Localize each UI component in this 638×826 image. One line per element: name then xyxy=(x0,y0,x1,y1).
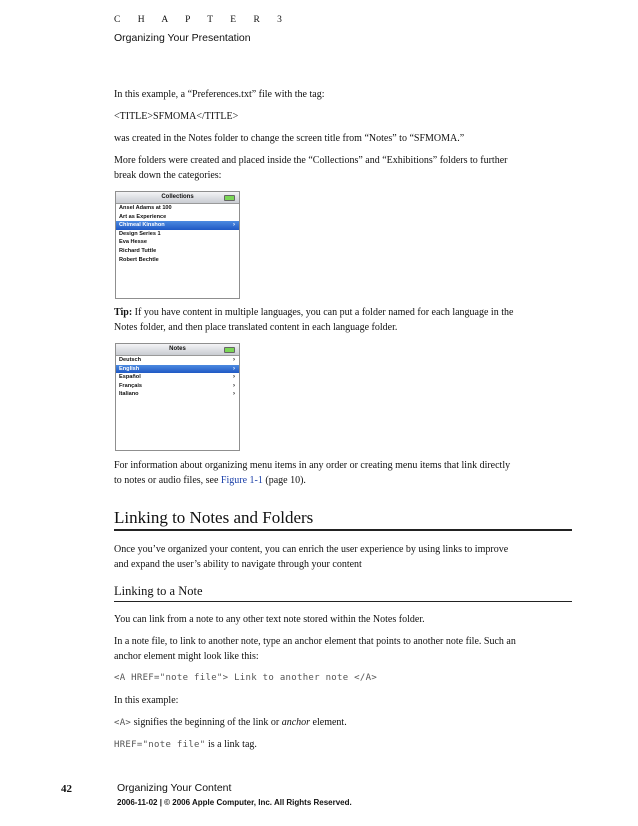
menu-item[interactable] xyxy=(116,204,239,213)
tip-label: Tip: xyxy=(114,307,133,318)
info-line-2 xyxy=(114,473,306,488)
ipod-notes-screen xyxy=(115,343,240,451)
screen-title-bar xyxy=(116,344,239,356)
menu-item-label: English xyxy=(119,365,140,372)
menu-item[interactable] xyxy=(116,221,239,230)
anchor-emphasis: anchor xyxy=(281,717,311,728)
menu-item-label: Richard Tuttle xyxy=(119,247,157,254)
menu-item-label: Español xyxy=(119,374,141,381)
paragraph-more-folders-2: break down the categories: xyxy=(114,170,222,181)
ipod-collections-screen xyxy=(115,191,240,299)
tip-line-1 xyxy=(114,305,513,320)
section-intro-2: and expand the user’s ability to navigate through your content xyxy=(114,559,362,570)
a-tag-end: element. xyxy=(310,717,347,728)
info-text-pre: to notes or audio files, see xyxy=(114,475,221,486)
languages-list xyxy=(116,356,239,399)
chevron-right-icon: › xyxy=(233,222,235,229)
chapter-title: Organizing Your Presentation xyxy=(114,32,251,44)
paragraph-link-note: You can link from a note to any other text note stored within the Notes folder. xyxy=(114,614,425,625)
info-line-1: For information about organizing menu items in any order or creating menu items that link directly xyxy=(114,460,511,471)
menu-item[interactable] xyxy=(116,365,239,374)
menu-item-label: Français xyxy=(119,382,143,389)
menu-item[interactable] xyxy=(116,373,239,382)
chapter-label: C H A P T E R 3 xyxy=(114,15,290,25)
battery-icon xyxy=(224,347,235,353)
paragraph-anchor-2: anchor element might look like this: xyxy=(114,651,259,662)
menu-item[interactable] xyxy=(116,238,239,247)
screen-title: Collections xyxy=(161,194,194,200)
subsection-heading: Linking to a Note xyxy=(114,584,203,598)
collections-list xyxy=(116,204,239,264)
paragraph-intro: In this example, a “Preferences.txt” file with the tag: xyxy=(114,89,325,100)
chevron-right-icon: › xyxy=(233,382,235,389)
chevron-right-icon: › xyxy=(233,391,235,398)
subsection-rule xyxy=(114,601,572,602)
menu-item[interactable] xyxy=(116,256,239,265)
menu-item-label: Robert Bechtle xyxy=(119,256,159,263)
tip-text-1: If you have content in multiple languages, you can put a folder named for each language in the xyxy=(132,307,514,318)
section-heading: Linking to Notes and Folders xyxy=(114,508,314,527)
footer-copyright: 2006-11-02 | © 2006 Apple Computer, Inc. All Rights Reserved. xyxy=(117,798,352,807)
menu-item-label: Chimeal Kinshon xyxy=(119,222,165,229)
battery-icon xyxy=(224,195,235,201)
a-tag-text: signifies the beginning of the link or xyxy=(131,717,282,728)
menu-item-label: Art as Experience xyxy=(119,213,167,220)
menu-item-label: Eva Hesse xyxy=(119,239,147,246)
figure-link[interactable]: Figure 1-1 xyxy=(220,475,263,486)
menu-item[interactable] xyxy=(116,382,239,391)
tip-line-2: Notes folder, and then place translated content in each language folder. xyxy=(114,322,398,333)
href-text: is a link tag. xyxy=(205,739,257,750)
footer-section-title: Organizing Your Content xyxy=(117,782,232,794)
chevron-right-icon: › xyxy=(233,374,235,381)
menu-item-label: Design Series 1 xyxy=(119,230,161,237)
paragraph-href xyxy=(114,737,257,753)
paragraph-in-example: In this example: xyxy=(114,695,179,706)
paragraph-notes-folder: was created in the Notes folder to change the screen title from “Notes” to “SFMOMA.” xyxy=(114,133,465,144)
chevron-right-icon: › xyxy=(233,357,235,363)
menu-item[interactable] xyxy=(116,356,239,365)
menu-item[interactable] xyxy=(116,390,239,399)
screen-title-bar xyxy=(116,192,239,204)
menu-item[interactable] xyxy=(116,247,239,256)
menu-item-label: Ansel Adams at 100 xyxy=(119,205,172,211)
paragraph-more-folders-1: More folders were created and placed inside the “Collections” and “Exhibitions” folders to further xyxy=(114,155,508,166)
menu-item-label: Deutsch xyxy=(119,357,142,363)
menu-item[interactable] xyxy=(116,213,239,222)
code-href: HREF="note file" xyxy=(114,740,206,750)
title-tag-example: <TITLE>SFMOMA</TITLE> xyxy=(114,111,239,122)
section-rule xyxy=(114,529,572,531)
page-number: 42 xyxy=(61,783,72,795)
paragraph-a-tag xyxy=(114,715,347,731)
code-anchor-example: <A HREF="note file"> Link to another note </A> xyxy=(114,673,378,683)
paragraph-anchor-1: In a note file, to link to another note, type an anchor element that points to another note file. Such an xyxy=(114,636,516,647)
section-intro-1: Once you’ve organized your content, you can enrich the user experience by using links to improve xyxy=(114,544,509,555)
chevron-right-icon: › xyxy=(233,365,235,372)
menu-item[interactable] xyxy=(116,230,239,239)
screen-title: Notes xyxy=(169,346,186,352)
menu-item-label: Italiano xyxy=(119,391,139,398)
code-a-tag: <A> xyxy=(114,718,132,728)
info-text-post: (page 10). xyxy=(262,475,306,486)
